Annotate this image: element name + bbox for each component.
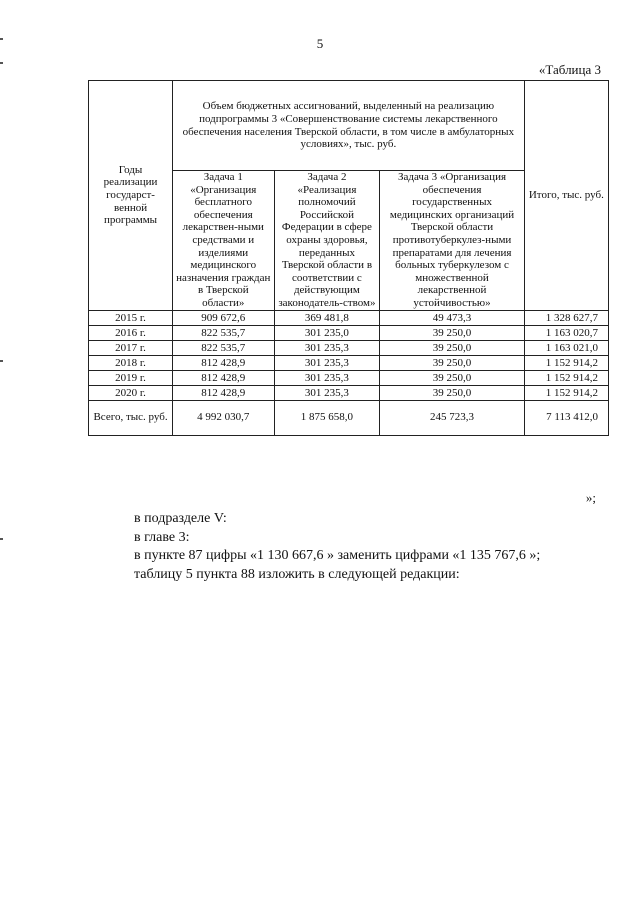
paragraph: в подразделе V: — [134, 511, 227, 526]
task1-cell: 822 535,7 — [173, 340, 274, 355]
total-header: Итого, тыс. руб. — [524, 81, 608, 311]
task3-cell: 39 250,0 — [380, 385, 524, 400]
total-cell: 1 152 914,2 — [524, 370, 608, 385]
task2-cell: 301 235,3 — [274, 340, 380, 355]
grand-total-task2: 1 875 658,0 — [274, 400, 380, 435]
paragraph: таблицу 5 пункта 88 изложить в следующей редакции: — [134, 566, 460, 582]
task1-cell: 812 428,9 — [173, 385, 274, 400]
table-header-row — [89, 81, 609, 171]
table-row — [89, 355, 609, 370]
total-cell: 1 152 914,2 — [524, 385, 608, 400]
page-number: 5 — [316, 36, 324, 51]
task3-cell: 39 250,0 — [380, 370, 524, 385]
task3-cell: 39 250,0 — [380, 325, 524, 340]
task2-cell: 301 235,3 — [274, 370, 380, 385]
budget-table — [88, 80, 609, 436]
task3-cell: 39 250,0 — [380, 355, 524, 370]
table-row — [89, 310, 609, 325]
table-row — [89, 325, 609, 340]
year-header: Годы реализации государст-венной программы — [89, 81, 173, 311]
year-cell: 2017 г. — [89, 340, 173, 355]
task1-cell: 812 428,9 — [173, 370, 274, 385]
grand-total-row — [89, 400, 609, 435]
grand-total-task3: 245 723,3 — [380, 400, 524, 435]
year-cell: 2016 г. — [89, 325, 173, 340]
task3-cell: 49 473,3 — [380, 310, 524, 325]
total-cell: 1 152 914,2 — [524, 355, 608, 370]
table-caption: «Таблица 3 — [538, 62, 601, 77]
main-header: Объем бюджетных ассигнований, выделенный на реализацию подпрограммы 3 «Совершенствование системы лекарственного обеспечения населения Тверской области, в том числе в амбулаторных условиях», тыс. руб. — [173, 81, 525, 171]
total-cell: 1 163 020,7 — [524, 325, 608, 340]
year-cell: 2015 г. — [89, 310, 173, 325]
table-row — [89, 385, 609, 400]
task2-cell: 301 235,3 — [274, 385, 380, 400]
task3-header: Задача 3 «Организация обеспечения государственных медицинских организаций Тверской области противотуберкулез-ными препаратами для лечения больных туберкулезом с множественной лекарственной устойчивостью» — [380, 171, 524, 311]
scan-mark — [0, 360, 3, 362]
task3-cell: 39 250,0 — [380, 340, 524, 355]
closing-quote-mark: »; — [585, 490, 596, 505]
table-row — [89, 340, 609, 355]
total-cell: 1 328 627,7 — [524, 310, 608, 325]
grand-total-label: Всего, тыс. руб. — [89, 400, 173, 435]
task2-header: Задача 2 «Реализация полномочий Российской Федерации в сфере охраны здоровья, переданных Тверской области в соответствии с действующим законодатель-ством» — [274, 171, 380, 311]
body-text — [134, 510, 540, 584]
total-cell: 1 163 021,0 — [524, 340, 608, 355]
scan-mark — [0, 62, 3, 64]
year-cell: 2020 г. — [89, 385, 173, 400]
grand-total-value: 7 113 412,0 — [524, 400, 608, 435]
paragraph: в пункте 87 цифры «1 130 667,6 » заменить цифрами «1 135 767,6 »; — [134, 548, 541, 563]
task2-cell: 369 481,8 — [274, 310, 380, 325]
paragraph: в главе 3: — [134, 529, 190, 545]
task1-cell: 822 535,7 — [173, 325, 274, 340]
task1-header: Задача 1 «Организация бесплатного обеспечения лекарствен-ными средствами и изделиями медицинского назначения граждан в Тверской области» — [173, 171, 274, 311]
table-row — [89, 370, 609, 385]
scan-mark — [0, 538, 3, 540]
task2-cell: 301 235,0 — [274, 325, 380, 340]
task1-cell: 909 672,6 — [173, 310, 274, 325]
task1-cell: 812 428,9 — [173, 355, 274, 370]
year-cell: 2019 г. — [89, 370, 173, 385]
scan-edge-marks — [0, 0, 3, 905]
grand-total-task1: 4 992 030,7 — [173, 400, 274, 435]
year-cell: 2018 г. — [89, 355, 173, 370]
task2-cell: 301 235,3 — [274, 355, 380, 370]
